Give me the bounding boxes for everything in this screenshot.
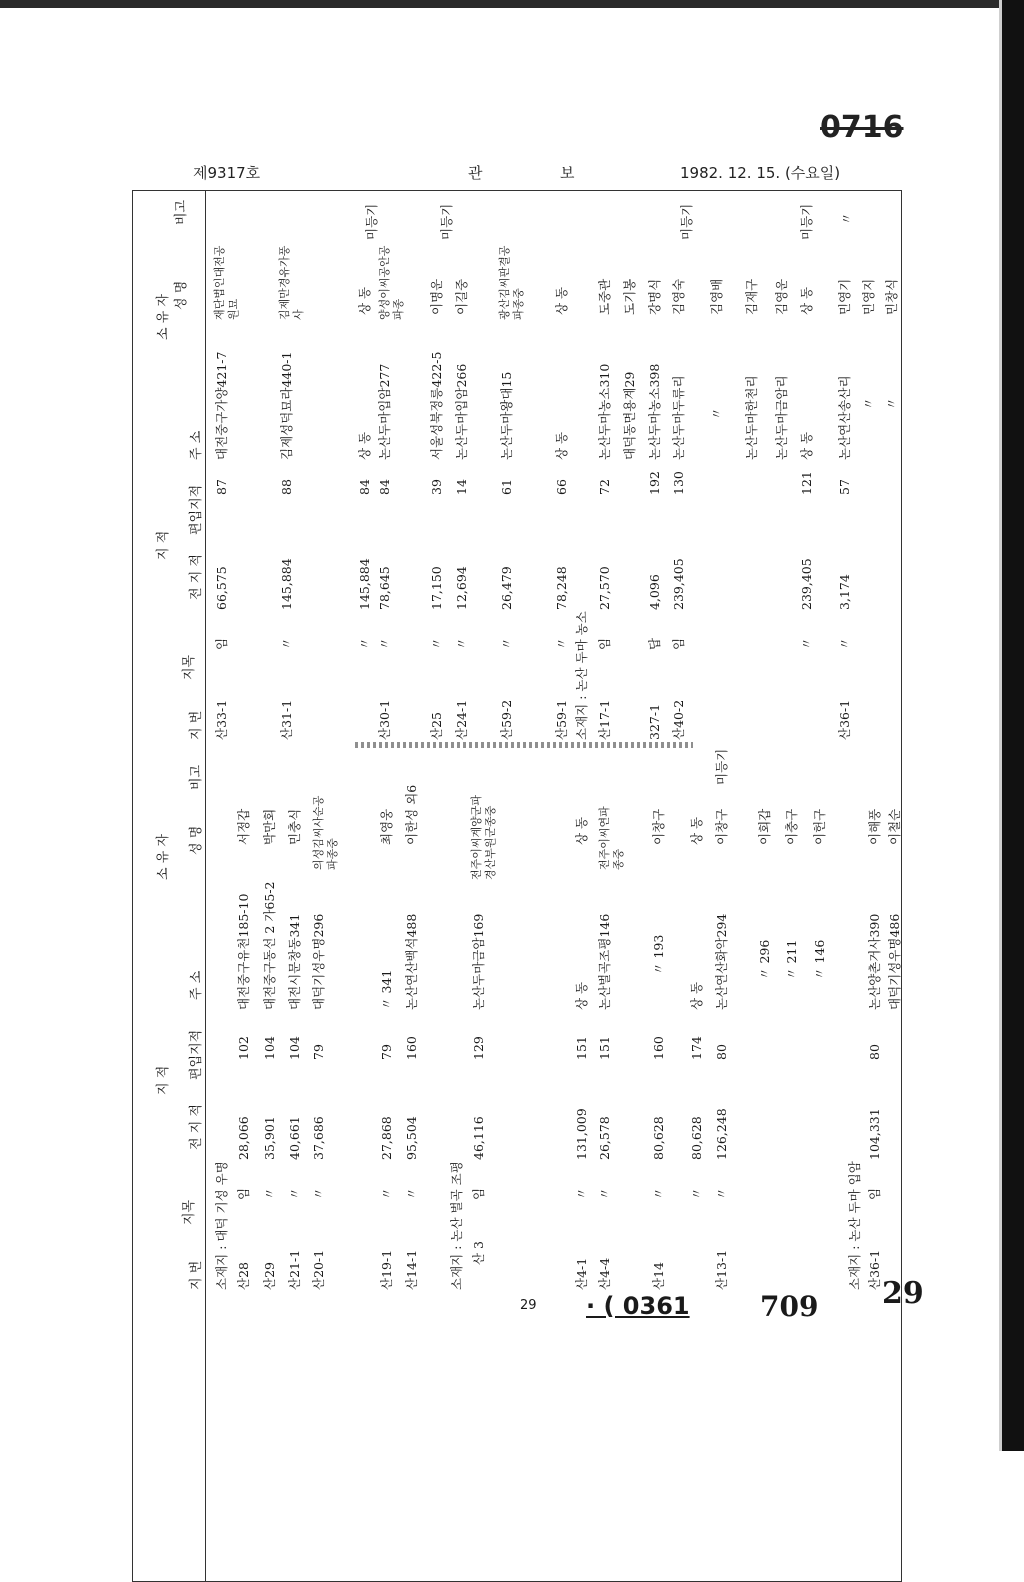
upper-part-16: 121 xyxy=(799,471,814,495)
lower-part-10: 151 xyxy=(597,1036,612,1060)
lower-total-5: 27,868 xyxy=(379,1116,394,1160)
lower-header-total: 전 지 적 xyxy=(189,1104,204,1150)
upper-name-18: 민영지 xyxy=(861,278,876,315)
lower-addr-4: 대덕기성우명296 xyxy=(311,913,326,1010)
lower-kind-5: 〃 xyxy=(379,1187,394,1200)
upper-addr-10: 대덕동면용계29 xyxy=(622,371,637,460)
header-divider xyxy=(205,190,206,1582)
lower-total-3: 40,661 xyxy=(287,1116,302,1160)
lower-name-15: 이충구 xyxy=(784,808,799,845)
lower-total-2: 35,901 xyxy=(262,1116,277,1160)
lower-header-land: 지 적 xyxy=(156,1065,171,1095)
lower-lot-13: 산13-1 xyxy=(714,1249,729,1290)
upper-kind-0: 임 xyxy=(214,637,229,650)
stamp-number: 0716 xyxy=(820,110,904,145)
lower-name-18: 이해풍 xyxy=(867,808,882,845)
upper-kind-7: 〃 xyxy=(554,637,569,650)
upper-location-8: 소재지 : 논산 두마 농소 xyxy=(574,611,589,740)
upper-name-14: 김재구 xyxy=(744,278,759,315)
upper-total-4: 17,150 xyxy=(429,566,444,610)
lower-part-2: 104 xyxy=(262,1036,277,1060)
upper-header-total: 전 지 적 xyxy=(189,554,204,600)
upper-addr-14: 논산두마한천리 xyxy=(744,375,759,460)
upper-part-3: 84 xyxy=(377,479,392,495)
lower-location-17: 소재지 : 논산 두마 입암 xyxy=(847,1161,862,1290)
lower-total-6: 95,504 xyxy=(404,1116,419,1160)
lower-total-12: 80,628 xyxy=(689,1116,704,1160)
lower-name-2: 박만회 xyxy=(262,808,277,845)
upper-total-1: 145,884 xyxy=(279,558,294,610)
upper-addr-12: 논산두마두류리 xyxy=(671,375,686,460)
upper-part-11: 192 xyxy=(647,471,662,495)
lower-header-kind: 지목 xyxy=(182,1199,197,1225)
lower-name-13: 이창구 xyxy=(714,808,729,845)
upper-addr-3: 논산두마입암277 xyxy=(377,363,392,460)
lower-addr-8: 논산두마금암169 xyxy=(471,913,486,1010)
lower-kind-10: 〃 xyxy=(597,1187,612,1200)
lower-addr-3: 대전시문창동341 xyxy=(287,913,302,1010)
upper-addr-13: 〃 xyxy=(709,407,724,420)
upper-note-17: 〃 xyxy=(839,212,854,225)
lower-lot-9: 산4-1 xyxy=(574,1257,589,1290)
lower-name-11: 이창구 xyxy=(651,808,666,845)
lower-kind-12: 〃 xyxy=(689,1187,704,1200)
upper-part-17: 57 xyxy=(837,479,852,495)
upper-total-7: 78,248 xyxy=(554,566,569,610)
upper-name-9: 도중관 xyxy=(597,278,612,315)
lower-lot-3: 산21-1 xyxy=(287,1249,302,1290)
wavy-separator xyxy=(355,742,693,748)
lower-addr-5: 〃 341 xyxy=(379,969,394,1010)
lower-name-12: 상 동 xyxy=(689,816,704,845)
lower-lot-4: 산20-1 xyxy=(311,1249,326,1290)
upper-addr-0: 대전중구가양421-7 xyxy=(214,351,229,460)
upper-total-2: 145,884 xyxy=(357,558,372,610)
upper-part-12: 130 xyxy=(671,471,686,495)
lower-total-8: 46,116 xyxy=(471,1116,486,1160)
lower-kind-8: 임 xyxy=(471,1187,486,1200)
upper-lot-6: 산59-2 xyxy=(499,699,514,740)
upper-total-3: 78,645 xyxy=(377,566,392,610)
footer-doc-number-2: 709 xyxy=(760,1290,819,1323)
upper-kind-11: 답 xyxy=(647,637,662,650)
upper-name-15: 김영운 xyxy=(774,278,789,315)
gazette-title-1: 관 xyxy=(468,164,483,182)
lower-total-11: 80,628 xyxy=(651,1116,666,1160)
lower-part-13: 80 xyxy=(714,1044,729,1060)
issue-date: 1982. 12. 15. (수요일) xyxy=(680,164,841,182)
upper-addr-17: 논산연산송산리 xyxy=(837,375,852,460)
lower-addr-14: 〃 296 xyxy=(757,939,772,980)
lower-location-7: 소재지 : 논산 벌곡 조평 xyxy=(449,1161,464,1290)
footer-page-small-visible: 29 xyxy=(520,1298,537,1313)
lower-part-3: 104 xyxy=(287,1036,302,1060)
upper-kind-6: 〃 xyxy=(499,637,514,650)
upper-total-12: 239,405 xyxy=(671,558,686,610)
lower-part-18: 80 xyxy=(867,1044,882,1060)
lower-kind-9: 〃 xyxy=(574,1187,589,1200)
lower-lot-5: 산19-1 xyxy=(379,1249,394,1290)
lower-kind-11: 〃 xyxy=(651,1187,666,1200)
upper-total-16: 239,405 xyxy=(799,558,814,610)
lower-name-14: 이회갑 xyxy=(757,808,772,845)
upper-lot-7: 산59-1 xyxy=(554,699,569,740)
lower-total-9: 131,009 xyxy=(574,1108,589,1160)
upper-addr-19: 〃 xyxy=(884,397,899,410)
upper-addr-11: 논산두마농소398 xyxy=(647,363,662,460)
lower-addr-11: 〃 193 xyxy=(651,934,666,975)
upper-lot-12: 산40-2 xyxy=(671,699,686,740)
scan-right-edge xyxy=(1002,0,1024,1451)
upper-header-note: 비고 xyxy=(174,199,189,225)
lower-total-1: 28,066 xyxy=(236,1116,251,1160)
upper-part-1: 88 xyxy=(279,479,294,495)
upper-part-4: 39 xyxy=(429,479,444,495)
gazette-title-2: 보 xyxy=(560,164,575,182)
upper-addr-9: 논산두마농소310 xyxy=(597,363,612,460)
upper-lot-9: 산17-1 xyxy=(597,699,612,740)
lower-part-1: 102 xyxy=(236,1036,251,1060)
lower-total-4: 37,686 xyxy=(311,1116,326,1160)
upper-name-5: 이길중 xyxy=(454,278,469,315)
lower-location-0: 소재지 : 대덕 기성 우명 xyxy=(214,1161,229,1290)
upper-kind-9: 임 xyxy=(597,637,612,650)
upper-kind-2: 〃 xyxy=(357,637,372,650)
upper-lot-0: 산33-1 xyxy=(214,699,229,740)
lower-header-owner: 소 유 자 xyxy=(156,834,171,880)
lower-addr-2: 대전중구동선 2 가65-2 xyxy=(262,881,277,1010)
footer-doc-number: · ( 0361 xyxy=(586,1292,690,1320)
lower-total-18: 104,331 xyxy=(867,1108,882,1160)
upper-name-10: 도기봉 xyxy=(622,278,637,315)
lower-part-9: 151 xyxy=(574,1036,589,1060)
lower-part-11: 160 xyxy=(651,1036,666,1060)
upper-lot-5: 산24-1 xyxy=(454,699,469,740)
upper-header-owner: 소 유 자 xyxy=(156,294,171,340)
lower-header-addr: 주 소 xyxy=(189,970,204,1000)
lower-name-1: 서정갑 xyxy=(236,808,251,845)
lower-name-8: 전주이씨계양군파 경산부원군종중 xyxy=(470,794,497,880)
upper-kind-12: 임 xyxy=(671,637,686,650)
upper-addr-16: 상 동 xyxy=(799,431,814,460)
upper-total-11: 4,096 xyxy=(647,574,662,610)
issue-number: 제9317호 xyxy=(193,164,261,182)
lower-addr-1: 대전중구유천185-10 xyxy=(236,893,251,1010)
lower-part-8: 129 xyxy=(471,1036,486,1060)
upper-name-11: 강명식 xyxy=(647,278,662,315)
upper-header-land: 지 적 xyxy=(156,530,171,560)
upper-note-16: 미등기 xyxy=(799,203,814,240)
scan-top-edge xyxy=(0,0,1024,8)
upper-note-2: 미등기 xyxy=(364,203,379,240)
upper-lot-3: 산30-1 xyxy=(377,699,392,740)
upper-total-9: 27,570 xyxy=(597,566,612,610)
upper-name-16: 상 동 xyxy=(799,286,814,315)
lower-header-name: 성 명 xyxy=(189,825,204,855)
upper-name-4: 이명운 xyxy=(429,278,444,315)
lower-header-lot: 지 번 xyxy=(189,1260,204,1290)
upper-part-2: 84 xyxy=(357,479,372,495)
upper-part-9: 72 xyxy=(597,479,612,495)
upper-part-7: 66 xyxy=(554,479,569,495)
upper-lot-4: 산25 xyxy=(429,712,444,740)
upper-name-17: 민영기 xyxy=(837,278,852,315)
upper-kind-4: 〃 xyxy=(429,637,444,650)
upper-total-5: 12,694 xyxy=(454,566,469,610)
lower-addr-16: 〃 146 xyxy=(812,939,827,980)
lower-addr-15: 〃 211 xyxy=(784,939,799,980)
lower-kind-2: 〃 xyxy=(262,1187,277,1200)
lower-name-10: 전주이씨연파종중 xyxy=(598,806,625,870)
upper-addr-2: 상 동 xyxy=(357,431,372,460)
upper-part-0: 87 xyxy=(214,479,229,495)
upper-addr-15: 논산두마금암리 xyxy=(774,375,789,460)
lower-name-9: 상 동 xyxy=(574,816,589,845)
upper-name-1: 김제만경유가풍사 xyxy=(278,245,305,320)
lower-kind-13: 〃 xyxy=(714,1187,729,1200)
lower-note-13: 미등기 xyxy=(714,748,729,785)
upper-header-name: 성 명 xyxy=(174,280,189,310)
upper-name-19: 민창식 xyxy=(884,278,899,315)
upper-note-12: 미등기 xyxy=(679,203,694,240)
lower-name-4: 의성김씨사순공파종중 xyxy=(312,795,339,870)
upper-addr-18: 〃 xyxy=(861,397,876,410)
lower-addr-9: 상 동 xyxy=(574,981,589,1010)
upper-kind-16: 〃 xyxy=(799,637,814,650)
upper-name-7: 상 동 xyxy=(554,286,569,315)
lower-part-4: 79 xyxy=(311,1044,326,1060)
lower-header-part: 편입지적 xyxy=(189,1029,204,1080)
upper-header-lot: 지 번 xyxy=(189,710,204,740)
lower-part-6: 160 xyxy=(404,1036,419,1060)
upper-name-2: 상 동 xyxy=(357,286,372,315)
lower-kind-1: 임 xyxy=(236,1187,251,1200)
upper-name-3: 양성이씨공안공파종 xyxy=(378,245,405,320)
lower-lot-18: 산36-1 xyxy=(867,1249,882,1290)
lower-total-10: 26,578 xyxy=(597,1116,612,1160)
upper-name-12: 김영숙 xyxy=(671,278,686,315)
lower-addr-18: 논산양촌거사390 xyxy=(867,913,882,1010)
lower-kind-3: 〃 xyxy=(287,1187,302,1200)
lower-part-5: 79 xyxy=(379,1044,394,1060)
lower-addr-12: 상 동 xyxy=(689,981,704,1010)
upper-kind-3: 〃 xyxy=(377,637,392,650)
footer-page-big: 29 xyxy=(882,1276,924,1311)
lower-addr-10: 논산벌곡조평146 xyxy=(597,913,612,1010)
lower-part-12: 174 xyxy=(689,1036,704,1060)
upper-name-6: 광산김씨판결공파종중 xyxy=(498,245,525,320)
lower-kind-18: 임 xyxy=(867,1187,882,1200)
upper-addr-5: 논산두마입암266 xyxy=(454,363,469,460)
upper-lot-17: 산36-1 xyxy=(837,699,852,740)
lower-kind-4: 〃 xyxy=(311,1187,326,1200)
lower-total-13: 126,248 xyxy=(714,1108,729,1160)
upper-addr-6: 논산두마왕대15 xyxy=(499,371,514,460)
upper-kind-17: 〃 xyxy=(837,637,852,650)
upper-total-6: 26,479 xyxy=(499,566,514,610)
upper-header-part: 편입지적 xyxy=(189,484,204,535)
lower-name-16: 이헌구 xyxy=(812,808,827,845)
lower-name-5: 최영웅 xyxy=(379,808,394,845)
upper-addr-4: 서울성북정릉422-5 xyxy=(429,351,444,460)
upper-total-0: 66,575 xyxy=(214,566,229,610)
lower-kind-6: 〃 xyxy=(404,1187,419,1200)
lower-lot-8: 산 3 xyxy=(471,1240,486,1265)
lower-header-note: 비고 xyxy=(189,764,204,790)
upper-lot-1: 산31-1 xyxy=(279,699,294,740)
upper-kind-1: 〃 xyxy=(279,637,294,650)
lower-addr-13: 논산연산화악294 xyxy=(714,913,729,1010)
lower-addr-19: 대덕기성우명486 xyxy=(887,913,902,1010)
upper-part-5: 14 xyxy=(454,479,469,495)
upper-name-13: 김영배 xyxy=(709,278,724,315)
lower-lot-2: 산29 xyxy=(262,1262,277,1290)
lower-lot-11: 산14 xyxy=(651,1262,666,1290)
lower-lot-1: 산28 xyxy=(236,1262,251,1290)
upper-lot-11: 327-1 xyxy=(647,703,662,740)
half-separator xyxy=(132,755,902,756)
upper-note-4: 미등기 xyxy=(439,203,454,240)
upper-name-0: 재단법인대전공원묘 xyxy=(213,245,240,320)
upper-addr-7: 상 동 xyxy=(554,431,569,460)
lower-name-19: 이철순 xyxy=(887,808,902,845)
upper-header-kind: 지목 xyxy=(182,654,197,680)
lower-lot-6: 산14-1 xyxy=(404,1249,419,1290)
upper-total-17: 3,174 xyxy=(837,574,852,610)
lower-name-3: 민충식 xyxy=(287,808,302,845)
upper-kind-5: 〃 xyxy=(454,637,469,650)
lower-addr-6: 논산연산백석488 xyxy=(404,913,419,1010)
upper-addr-1: 김제성덕묘라440-1 xyxy=(279,351,294,460)
upper-header-addr: 주 소 xyxy=(189,430,204,460)
lower-name-6: 이한성 외6 xyxy=(404,784,419,845)
lower-lot-10: 산4-4 xyxy=(597,1257,612,1290)
upper-part-6: 61 xyxy=(499,479,514,495)
